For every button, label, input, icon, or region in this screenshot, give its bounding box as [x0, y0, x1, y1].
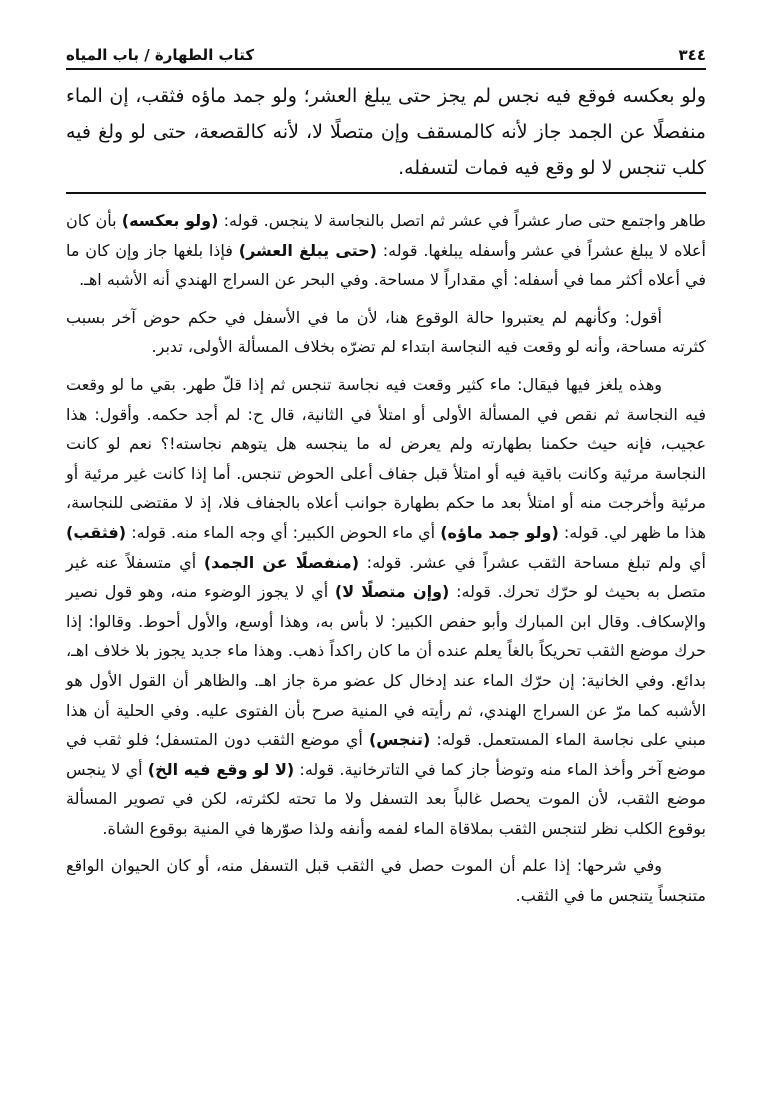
page-number: ٣٤٤ — [678, 46, 706, 64]
commentary-text: فإذا بلغها جاز وإن كان ما في أعلاه أكثر مما في أسفله: أي مقداراً لا مساحة. وفي البحر عن السراج الهندي أنه الأشبه اهـ. — [66, 240, 706, 290]
main-text — [66, 78, 706, 186]
commentary-text: أي ولم تبلغ مساحة الثقب عشراً في عشر. قوله: — [359, 552, 706, 572]
commentary-text: وهذه يلغز فيها فيقال: ماء كثير وقعت فيه نجاسة تنجس ثم إذا قلّ طهر. بقي ما لو وقعت فيه النجاسة ثم نقص في المسألة الأولى أو امتلأ في الثانية، قال ح: لم أجد حكمه. وأقول: هذا عجيب، فإنه حيث حكمنا بطهارته ولم يعرض له ما ينجسه هل يتوهم نجاسته!؟ نعم لو كانت النجاسة مرئية وكانت باقية فيه أو امتلأ قبل جفاف أعلى الحوض تنجس. أما إذا كانت غير مرئية أو مرئية وأخرجت منه أو امتلأ بعد ما حكم بطهارة جوانب أعلاه بالجفاف فلا، إذ لا مقتضى للنجاسة، هذا ما ظهر لي. قوله: — [66, 374, 706, 542]
commentary-text: أقول: وكأنهم لم يعتبروا حالة الوقوع هنا، لأن ما في الأسفل في حكم حوض آخر بسبب كثرته مساحة، وأنه لو وقعت فيه النجاسة ابتداء لم تضرّه بخلاف المسألة الأولى، تدبر. — [66, 307, 706, 357]
commentary-text: أي لا ينجس موضع الثقب، لأن الموت يحصل غالباً بعد التسفل ولا ما تحته لكثرته، لكن في تصوير المسألة بوقوع الكلب نظر لتنجس الثقب بملاقاة الماء لفمه وأنفه ولذا صوّرها في المنية بوقوع الشاة. — [66, 759, 706, 838]
book-page — [66, 40, 706, 919]
commentary-paragraph — [66, 303, 706, 362]
commentary-paragraph — [66, 206, 706, 295]
quoted-main-text: (وإن متصلًا لا) — [334, 582, 450, 602]
running-title: كتاب الطهارة / باب المياه — [66, 46, 255, 64]
commentary-text: أي ماء الحوض الكبير: أي وجه الماء منه. قوله: — [126, 522, 441, 542]
commentary-text: أي متسفلاً عنه غير متصل به بحيث لو حرّك تحرك. قوله: — [66, 552, 707, 602]
quoted-main-text: (ولو بعكسه) — [121, 211, 219, 230]
running-header — [66, 40, 706, 70]
commentary-text: وفي شرحها: إذا علم أن الموت حصل في الثقب قبل التسفل منه، أو كان الحيوان الواقع متنجساً يتنجس ما في الثقب. — [66, 856, 706, 906]
quoted-main-text: (فثقب) — [66, 522, 127, 542]
quoted-main-text: (ولو جمد ماؤه) — [440, 522, 559, 542]
quoted-main-text: (منفصلًا عن الجمد) — [203, 552, 360, 572]
quoted-main-text: (حتى يبلغ العشر) — [238, 240, 377, 260]
text-commentary-separator — [66, 192, 706, 194]
commentary-text: بأن كان أعلاه لا يبلغ عشراً في عشر وأسفله يبلغها. قوله: — [66, 211, 707, 260]
commentary-paragraph — [66, 851, 706, 910]
commentary-paragraph — [66, 370, 706, 844]
commentary-text: أي لا يجوز الوضوء منه، وهو قول نصير والإسكاف. وقال ابن المبارك وأبو حفص الكبير: لا بأس به، وهذا أوسع، والأول أحوط. وقالوا: إذا حرك موضع الثقب تحريكاً بالغاً يعلم عنده أن ما كان راكداً ذهب. وهذا ماء جديد يجوز بلا خلاف اهـ، بدائع. وفي الخانية: إن حرّك الماء عند إدخال كل عضو مرة جاز اهـ. والظاهر أن القول الأول هو الأشبه كما مرّ عن السراج الهندي، ثم رأيته في المنية صرح بأن الفتوى عليه. وفي الحلية أن هذا مبني على نجاسة الماء المستعمل. قوله: — [66, 582, 706, 750]
commentary — [66, 206, 706, 911]
main-text-paragraph: ولو بعكسه فوقع فيه نجس لم يجز حتى يبلغ العشر؛ ولو جمد ماؤه فثقب، إن الماء منفصلًا عن الجمد جاز لأنه كالمسقف وإن متصلًا لا، لأنه كالقصعة، حتى لو ولغ فيه كلب تنجس لا لو وقع فيه فمات لتسفله. — [66, 85, 706, 179]
commentary-text: طاهر واجتمع حتى صار عشراً في عشر ثم اتصل بالنجاسة لا ينجس. قوله: — [218, 211, 706, 230]
commentary-text: أي موضع الثقب دون المتسفل؛ فلو ثقب في موضع آخر وأخذ الماء منه وتوضأ جاز كما في التاترخانية. قوله: — [66, 730, 706, 779]
quoted-main-text: (تنجس) — [368, 730, 431, 750]
quoted-main-text: (لا لو وقع فيه الخ) — [147, 759, 295, 779]
